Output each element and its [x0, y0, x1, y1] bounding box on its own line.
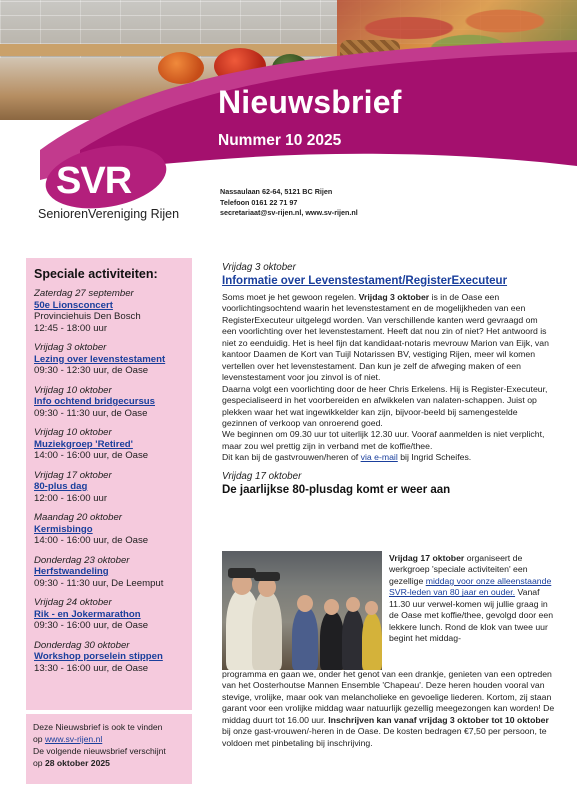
- sidebar-footer: [26, 714, 192, 784]
- activity-link[interactable]: Lezing over levenstestament: [34, 353, 166, 365]
- logo-subtitle: SeniorenVereniging Rijen: [38, 207, 180, 221]
- activity-time: 14:00 - 16:00 uur, de Oase: [34, 450, 149, 461]
- website-link[interactable]: www.sv-rijen.nl: [44, 734, 103, 744]
- activity-link[interactable]: Herfstwandeling: [34, 566, 109, 577]
- email-link[interactable]: via e-mail: [360, 452, 398, 463]
- hat: [228, 568, 256, 578]
- event-link[interactable]: middag voor onze alleenstaande SVR-leden van 80 jaar en ouder.: [389, 575, 552, 598]
- article-paragraph: [222, 669, 556, 749]
- activity-date: Donderdag 23 oktober: [34, 554, 130, 566]
- activity-date: Donderdag 30 oktober: [34, 639, 130, 651]
- activity-time: 14:00 - 16:00 uur, de Oase: [34, 535, 149, 546]
- activity-date: Vrijdag 3 oktober: [34, 342, 107, 353]
- text: bij onze gast-vrouwen/-heren in de Oase. De kosten bedragen €7,50 per persoon, te voldoen met pinbetaling bij inschrijving.: [222, 726, 547, 748]
- address-line: Nassaulaan 62-64, 5121 BC Rijen: [220, 187, 333, 196]
- activity-date: Vrijdag 24 oktober: [34, 597, 112, 608]
- activity-link[interactable]: Kermisbingo: [34, 523, 93, 535]
- activity-time: 12:45 - 18:00 uur: [34, 322, 108, 334]
- activity-link[interactable]: Workshop porselein stippen: [34, 651, 163, 662]
- activity-link[interactable]: 50e Lionsconcert: [34, 299, 113, 311]
- activity-link[interactable]: 80-plus dag: [34, 481, 88, 492]
- person: [292, 607, 318, 670]
- bold-text: Vrijdag 3 oktober: [358, 292, 430, 302]
- activity-time: 12:00 - 16:00 uur: [34, 492, 108, 504]
- person-head: [346, 597, 360, 612]
- activity-time: 09:30 - 12:30 uur, de Oase: [34, 365, 149, 376]
- person-head: [324, 599, 339, 615]
- bold-text: Inschrijven kan vanaf vrijdag 3 oktober tot 10 oktober: [328, 714, 549, 725]
- person-head: [297, 595, 313, 612]
- article-paragraph: We beginnen om 09.30 uur tot uiterlijk 12.30 uur. Vooraf aanmelden is niet verplicht, maar zou wel prettig zijn in verband met de koffie/thee.: [222, 429, 545, 451]
- hat: [254, 572, 280, 581]
- article-date: Vrijdag 3 oktober: [222, 262, 296, 273]
- activity-item: [34, 288, 184, 334]
- activity-time: 09:30 - 11:30 uur, De Leemput: [34, 577, 164, 589]
- text: Dit kan bij de gastvrouwen/heren of: [222, 452, 361, 463]
- activity-item: [34, 342, 184, 377]
- sidebar-title: Speciale activiteiten:: [34, 267, 158, 281]
- activity-date: Vrijdag 10 oktober: [34, 384, 112, 396]
- person: [252, 591, 282, 670]
- footer-line: De volgende nieuwsbrief verschijnt: [33, 746, 166, 756]
- person: [320, 611, 344, 670]
- text: Vanaf 11.30 uur verwel-komen wij jullie graag in de Oase met koffie/thee, gevolgd door een lekkere lunch. Rond de klok van twee uur begint het middag-: [389, 587, 554, 644]
- footer-next-date-line: [33, 757, 185, 769]
- newsletter-title: Nieuwsbrief: [218, 84, 402, 120]
- activity-item: [34, 385, 184, 420]
- contact-address: [220, 187, 358, 219]
- activity-date: Vrijdag 10 oktober: [34, 427, 112, 438]
- header-swoosh: [0, 0, 577, 260]
- activity-item: [34, 555, 184, 590]
- footer-website-line: [33, 733, 185, 745]
- activity-time: 13:30 - 16:00 uur, de Oase: [34, 662, 149, 674]
- person-head: [365, 601, 378, 615]
- activity-item: [34, 512, 184, 547]
- activity-item: [34, 470, 184, 505]
- article-paragraph: [222, 292, 554, 384]
- bold-text: Vrijdag 17 oktober: [389, 553, 465, 563]
- activity-link[interactable]: Info ochtend bridgecursus: [34, 396, 155, 407]
- person: [342, 609, 364, 670]
- activity-item: [34, 597, 184, 632]
- footer-prefix: op: [33, 758, 45, 768]
- footer-line: Deze Nieuwsbrief is ook te vinden: [33, 722, 163, 732]
- article-date: Vrijdag 17 oktober: [222, 470, 302, 482]
- activity-time: 09:30 - 16:00 uur, de Oase: [34, 620, 149, 631]
- activity-date: Vrijdag 17 oktober: [34, 469, 112, 481]
- activity-date: Zaterdag 27 september: [34, 288, 134, 299]
- footer-prefix: op: [33, 734, 45, 744]
- article-heading-link[interactable]: Informatie over Levenstestament/RegisterExecuteur: [222, 275, 508, 287]
- activities-sidebar: [26, 258, 192, 710]
- svr-logo: SVR: [56, 160, 132, 202]
- activity-link[interactable]: Rik - en Jokermarathon: [34, 608, 141, 620]
- person: [362, 613, 382, 670]
- article-heading: De jaarlijkse 80-plusdag komt er weer aan: [222, 483, 451, 496]
- activity-time: 09:30 - 11:30 uur, de Oase: [34, 407, 148, 419]
- activity-location: Provinciehuis Den Bosch: [34, 311, 141, 322]
- activity-date: Maandag 20 oktober: [34, 512, 123, 523]
- activity-item: [34, 427, 184, 462]
- phone-line: Telefoon 0161 22 71 97: [220, 197, 298, 207]
- text: programma en gaan we, onder het genot van een drankje, genieten van een optreden van het Oosterhoutse Mannen Ensemble 'Chapeau'. Deze heren houden vooral van stevige, vrolijke, maar ook van melancholieke en gevoelige liederen. Kortom, zij staan garant voor een vrolijke middag waar natuurlijk gezellig meegezongen kan worden! De middag duurt tot 16.00 uur.: [222, 669, 555, 725]
- article-paragraph: [389, 553, 555, 645]
- issue-number: Nummer 10 2025: [218, 132, 342, 149]
- activity-item: [34, 640, 184, 675]
- article-paragraph: [222, 452, 554, 463]
- text: organiseert de werkgroep 'speciale activiteiten' een gezellige: [389, 553, 528, 586]
- text: Soms moet je het gewoon regelen.: [222, 292, 359, 302]
- email-web-line: secretariaat@sv-rijen.nl, www.sv-rijen.nl: [220, 208, 358, 217]
- choir-photo: [222, 551, 382, 670]
- text: is in de Oase een voorlichtingsochtend waarin het levenstestament en de mogelijkheden van een RegisterExecuteur uitgelegd worden. Van verschillende kanten werd gevraagd om een voorlichting over het levenstestament. Heeft dat nou zin of niet? Het antwoord is niet zo eenduidig. Het is heel fijn dat kandidaat-notaris mevrouw Marion van Eijk, van kantoor Daamen de Kort van Tuijl Notarissen BV, vestiging Rijen, meer wil komen vertellen over het levenstestament. Dan kun je zelf de afweging maken of een levenstestament voor jou zinvol is of niet.: [222, 292, 549, 383]
- main-content: [222, 262, 554, 498]
- activity-link[interactable]: Muziekgroep 'Retired': [34, 438, 133, 450]
- next-issue-date: 28 oktober 2025: [44, 758, 110, 768]
- text: bij Ingrid Scheifes.: [397, 452, 472, 463]
- article-paragraph: Daarna volgt een voorlichting door de heer Chris Erkelens. Hij is Register-Executeur, gespecialiseerd in het voorbereiden en afwikkelen van nalaten-schappen. Juist op plekken waar het wat ingewikkelder kan zijn, bijvoor-beeld bij samengestelde gezinnen of verkoop van onroerend goed.: [222, 383, 548, 428]
